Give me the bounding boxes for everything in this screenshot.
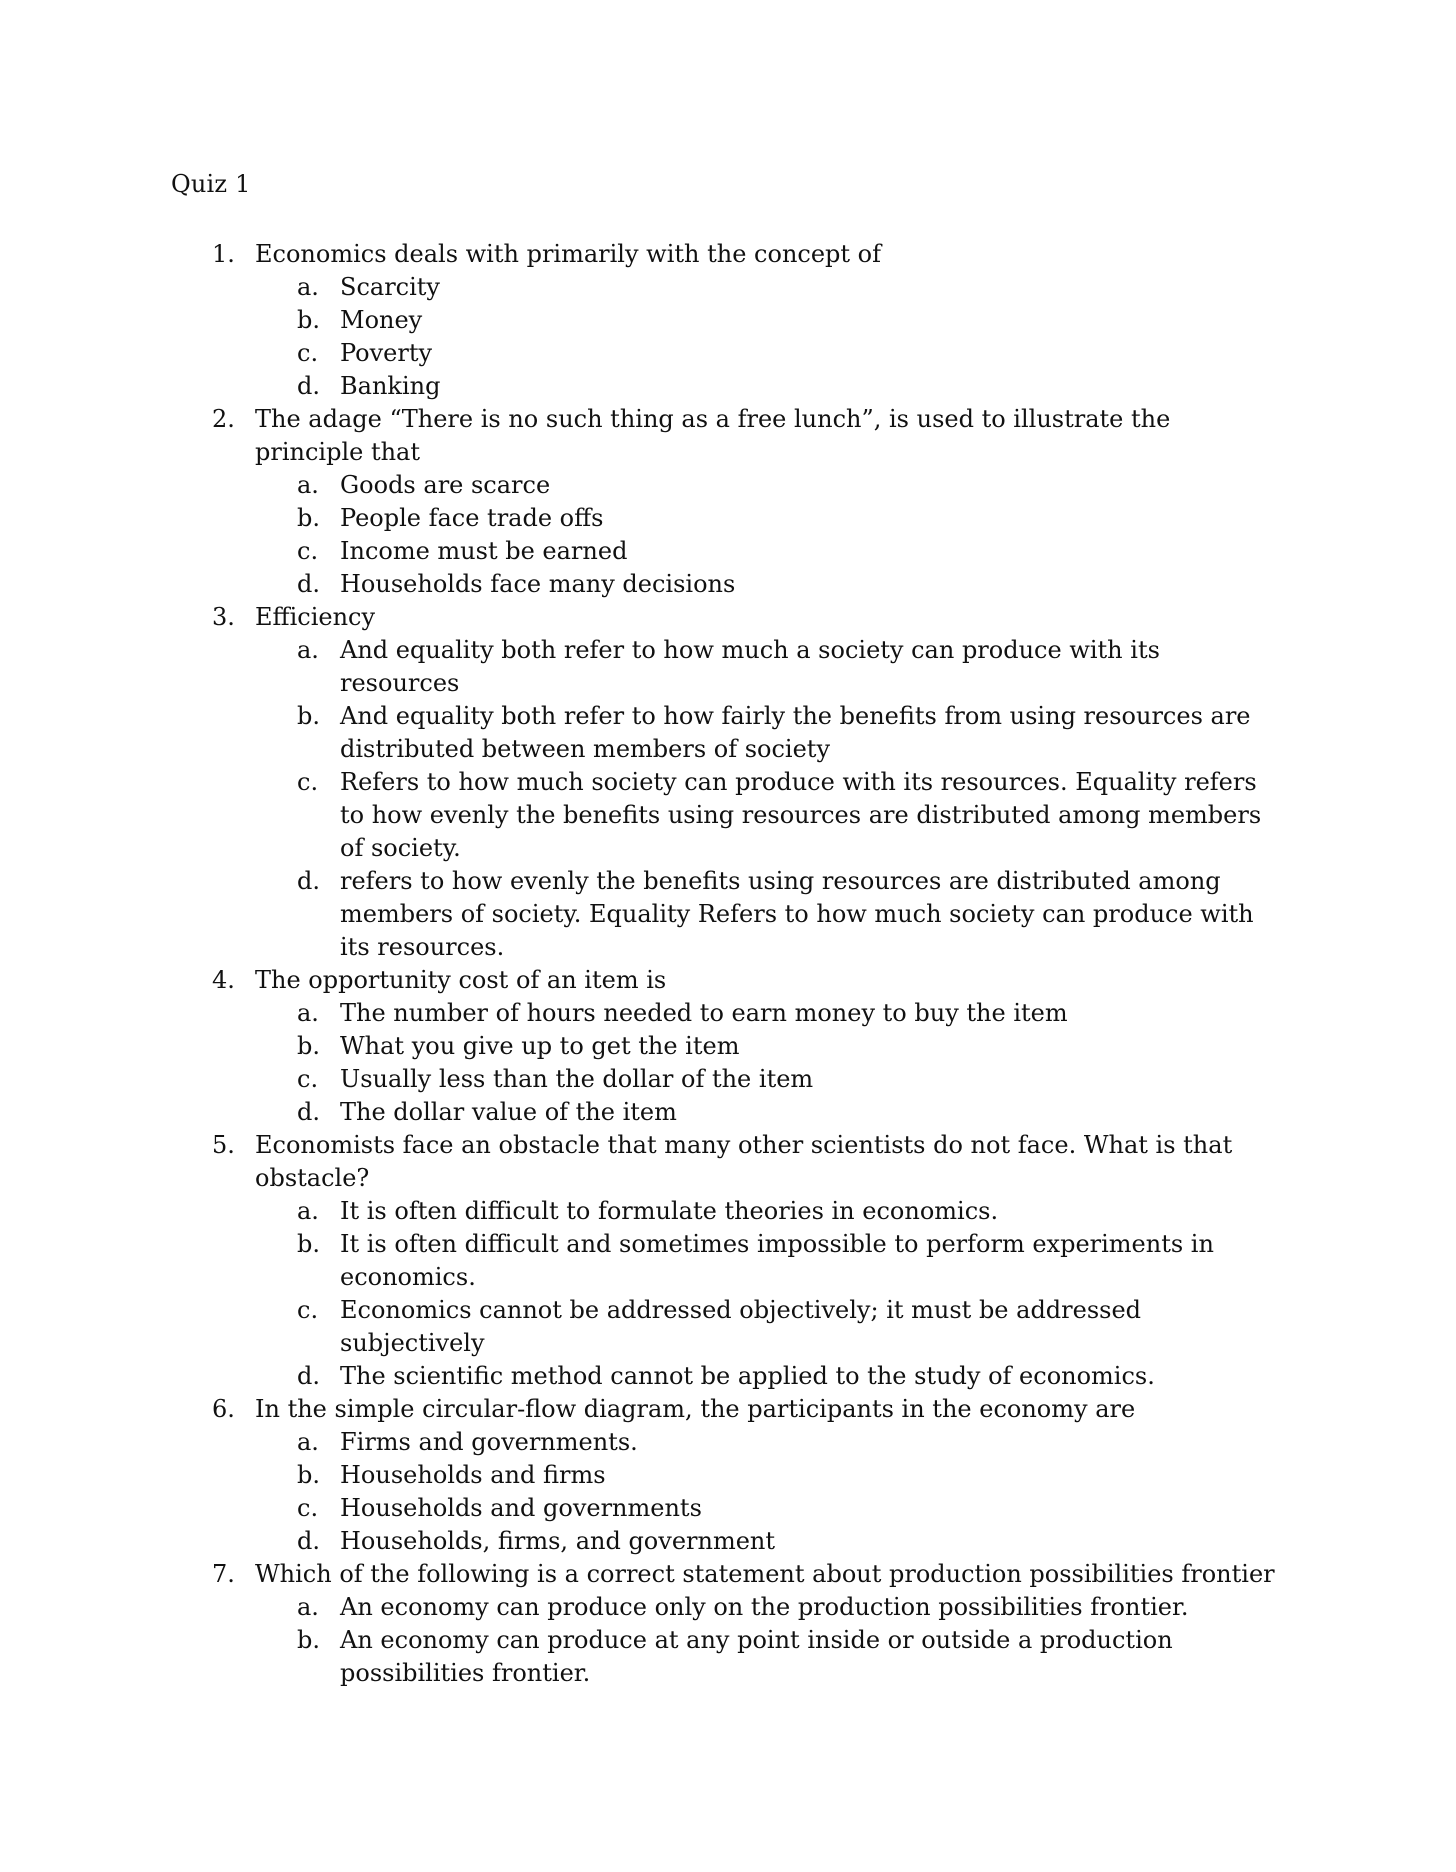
question-text: Economics deals with primarily with the concept of	[255, 240, 882, 268]
question-text: Which of the following is a correct statement about production possibilities frontier	[255, 1560, 1275, 1588]
option-text: People face trade offs	[340, 504, 604, 532]
answer-option	[0, 370, 1456, 403]
answer-option	[0, 1492, 1456, 1525]
answer-option	[0, 337, 1456, 370]
answer-option	[0, 304, 1456, 337]
answer-option	[0, 1030, 1456, 1063]
option-text: And equality both refer to how fairly the benefits from using resources are distributed between members of society	[340, 702, 1251, 763]
option-letter: c.	[297, 1494, 319, 1522]
option-text: Money	[340, 306, 423, 334]
question-number: 4.	[212, 966, 235, 994]
question-2	[0, 403, 1456, 601]
answer-option	[0, 271, 1456, 304]
option-text: refers to how evenly the benefits using resources are distributed among members of society. Equality Refers to how much society can produce with its resources.	[340, 867, 1254, 961]
question-1	[0, 238, 1456, 403]
answer-option	[0, 1591, 1456, 1624]
option-text: Households, firms, and government	[340, 1527, 776, 1555]
option-text: The number of hours needed to earn money to buy the item	[340, 999, 1068, 1027]
option-letter: a.	[297, 1197, 319, 1225]
option-text: Households and governments	[340, 1494, 702, 1522]
option-letter: d.	[297, 570, 320, 598]
answer-option	[0, 568, 1456, 601]
answer-option	[0, 535, 1456, 568]
option-text: Economics cannot be addressed objectively; it must be addressed subjectively	[340, 1296, 1142, 1357]
option-letter: b.	[297, 702, 320, 730]
question-number: 2.	[212, 405, 235, 433]
option-letter: b.	[297, 306, 320, 334]
question-3	[0, 601, 1456, 964]
option-letter: a.	[297, 471, 319, 499]
option-letter: b.	[297, 1461, 320, 1489]
option-text: An economy can produce at any point inside or outside a production possibilities frontier.	[340, 1626, 1173, 1687]
option-letter: a.	[297, 999, 319, 1027]
answer-options	[0, 469, 1456, 601]
answer-option	[0, 1228, 1456, 1294]
answer-option	[0, 1096, 1456, 1129]
option-letter: a.	[297, 1593, 319, 1621]
option-text: Households face many decisions	[340, 570, 736, 598]
answer-options	[0, 997, 1456, 1129]
answer-option	[0, 1195, 1456, 1228]
option-letter: d.	[297, 1098, 320, 1126]
option-text: The scientific method cannot be applied to the study of economics.	[340, 1362, 1155, 1390]
question-text: Economists face an obstacle that many other scientists do not face. What is that obstacle?	[255, 1131, 1233, 1192]
answer-option	[0, 502, 1456, 535]
answer-option	[0, 634, 1456, 700]
option-text: What you give up to get the item	[340, 1032, 740, 1060]
option-letter: b.	[297, 504, 320, 532]
option-letter: b.	[297, 1626, 320, 1654]
question-text: The adage “There is no such thing as a free lunch”, is used to illustrate the principle that	[255, 405, 1171, 466]
question-text: Efficiency	[255, 603, 376, 631]
option-text: Households and firms	[340, 1461, 606, 1489]
option-letter: a.	[297, 273, 319, 301]
answer-options	[0, 1591, 1456, 1690]
answer-option	[0, 1294, 1456, 1360]
answer-option	[0, 865, 1456, 964]
question-text: In the simple circular-flow diagram, the participants in the economy are	[255, 1395, 1136, 1423]
option-text: It is often difficult and sometimes impossible to perform experiments in economics.	[340, 1230, 1214, 1291]
option-text: Goods are scarce	[340, 471, 551, 499]
answer-option	[0, 1525, 1456, 1558]
option-letter: d.	[297, 867, 320, 895]
option-letter: d.	[297, 1362, 320, 1390]
option-text: Firms and governments.	[340, 1428, 638, 1456]
option-text: Poverty	[340, 339, 433, 367]
question-number: 1.	[212, 240, 235, 268]
option-text: Scarcity	[340, 273, 440, 301]
answer-option	[0, 1360, 1456, 1393]
answer-option	[0, 997, 1456, 1030]
question-5	[0, 1129, 1456, 1393]
option-text: Usually less than the dollar of the item	[340, 1065, 814, 1093]
option-letter: c.	[297, 1296, 319, 1324]
option-text: Banking	[340, 372, 441, 400]
option-letter: d.	[297, 372, 320, 400]
question-text: The opportunity cost of an item is	[255, 966, 667, 994]
answer-option	[0, 469, 1456, 502]
option-letter: b.	[297, 1230, 320, 1258]
option-letter: a.	[297, 636, 319, 664]
answer-option	[0, 1459, 1456, 1492]
question-number: 6.	[212, 1395, 235, 1423]
answer-option	[0, 1624, 1456, 1690]
answer-option	[0, 1063, 1456, 1096]
answer-options	[0, 271, 1456, 403]
option-text: The dollar value of the item	[340, 1098, 677, 1126]
question-6	[0, 1393, 1456, 1558]
answer-option	[0, 700, 1456, 766]
answer-option	[0, 766, 1456, 865]
answer-options	[0, 1426, 1456, 1558]
answer-option	[0, 1426, 1456, 1459]
option-letter: a.	[297, 1428, 319, 1456]
question-7	[0, 1558, 1456, 1690]
question-number: 5.	[212, 1131, 235, 1159]
option-letter: c.	[297, 1065, 319, 1093]
question-number: 7.	[212, 1560, 235, 1588]
option-text: And equality both refer to how much a society can produce with its resources	[340, 636, 1160, 697]
option-text: An economy can produce only on the production possibilities frontier.	[340, 1593, 1189, 1621]
answer-options	[0, 1195, 1456, 1393]
option-text: Refers to how much society can produce with its resources. Equality refers to how evenly the benefits using resources are distributed among members of society.	[340, 768, 1262, 862]
question-number: 3.	[212, 603, 235, 631]
quiz-title: Quiz 1	[171, 170, 251, 198]
option-text: Income must be earned	[340, 537, 628, 565]
option-letter: b.	[297, 1032, 320, 1060]
option-text: It is often difficult to formulate theories in economics.	[340, 1197, 999, 1225]
option-letter: d.	[297, 1527, 320, 1555]
option-letter: c.	[297, 537, 319, 565]
option-letter: c.	[297, 768, 319, 796]
option-letter: c.	[297, 339, 319, 367]
question-4	[0, 964, 1456, 1129]
answer-options	[0, 634, 1456, 964]
question-list	[0, 238, 1456, 1690]
